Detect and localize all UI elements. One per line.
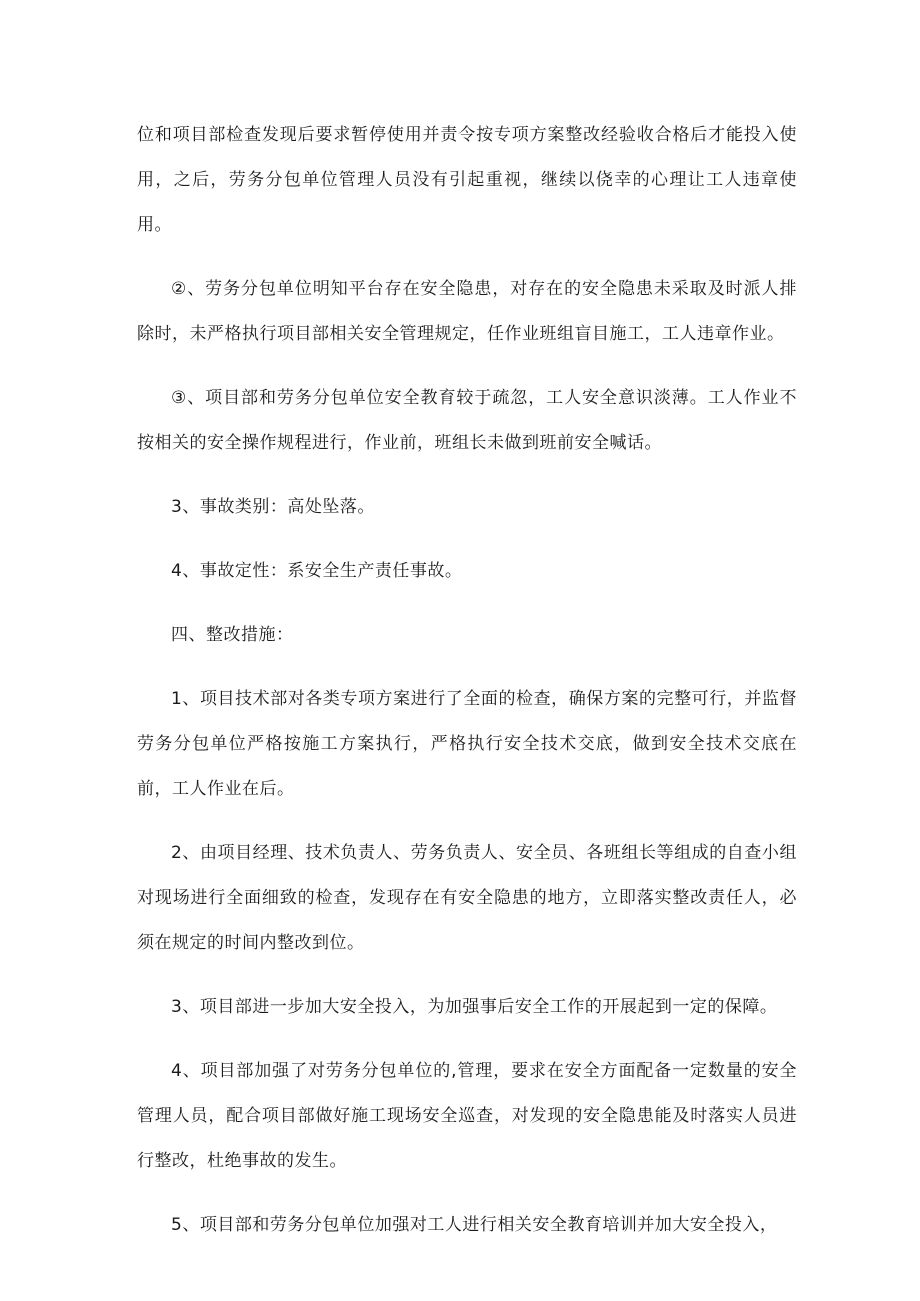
paragraph-cause-2: ②、劳务分包单位明知平台存在安全隐患，对存在的安全隐患未采取及时派人排除时，未严格执行项目部相关安全管理规定，任作业班组盲目施工，工人违章作业。: [137, 279, 797, 344]
paragraph-measure-4: 4、项目部加强了对劳务分包单位的,管理，要求在安全方面配备一定数量的安全管理人员，配合项目部做好施工现场安全巡查，对发现的安全隐患能及时落实人员进行整改，杜绝事故的发生。: [137, 1061, 797, 1171]
paragraph-continued: 位和项目部检查发现后要求暂停使用并责令按专项方案整改经验收合格后才能投入使用，之后，劳务分包单位管理人员没有引起重视，继续以侥幸的心理让工人违章使用。: [137, 125, 797, 235]
paragraph-measure-3: 3、项目部进一步加大安全投入，为加强事后安全工作的开展起到一定的保障。: [171, 997, 778, 1017]
paragraph-measure-2: 2、由项目经理、技术负责人、劳务负责人、安全员、各班组长等组成的自查小组对现场进行全面细致的检查，发现存在有安全隐患的地方，立即落实整改责任人，必须在规定的时间内整改到位。: [137, 843, 797, 953]
paragraph-measure-5: 5、项目部和劳务分包单位加强对工人进行相关安全教育培训并加大安全投入，: [171, 1215, 778, 1235]
paragraph-accident-nature: 4、事故定性：系安全生产责任事故。: [171, 561, 463, 581]
document-body: [137, 113, 797, 1267]
paragraph-cause-3: ③、项目部和劳务分包单位安全教育较于疏忽，工人安全意识淡薄。工人作业不按相关的安全操作规程进行，作业前，班组长未做到班前安全喊话。: [137, 388, 797, 453]
paragraph-measure-1: 1、项目技术部对各类专项方案进行了全面的检查，确保方案的完整可行，并监督劳务分包单位严格按施工方案执行，严格执行安全技术交底，做到安全技术交底在前，工人作业在后。: [137, 689, 797, 799]
section-heading-measures: 四、整改措施：: [171, 625, 294, 645]
paragraph-accident-type: 3、事故类别：高处坠落。: [171, 497, 375, 517]
